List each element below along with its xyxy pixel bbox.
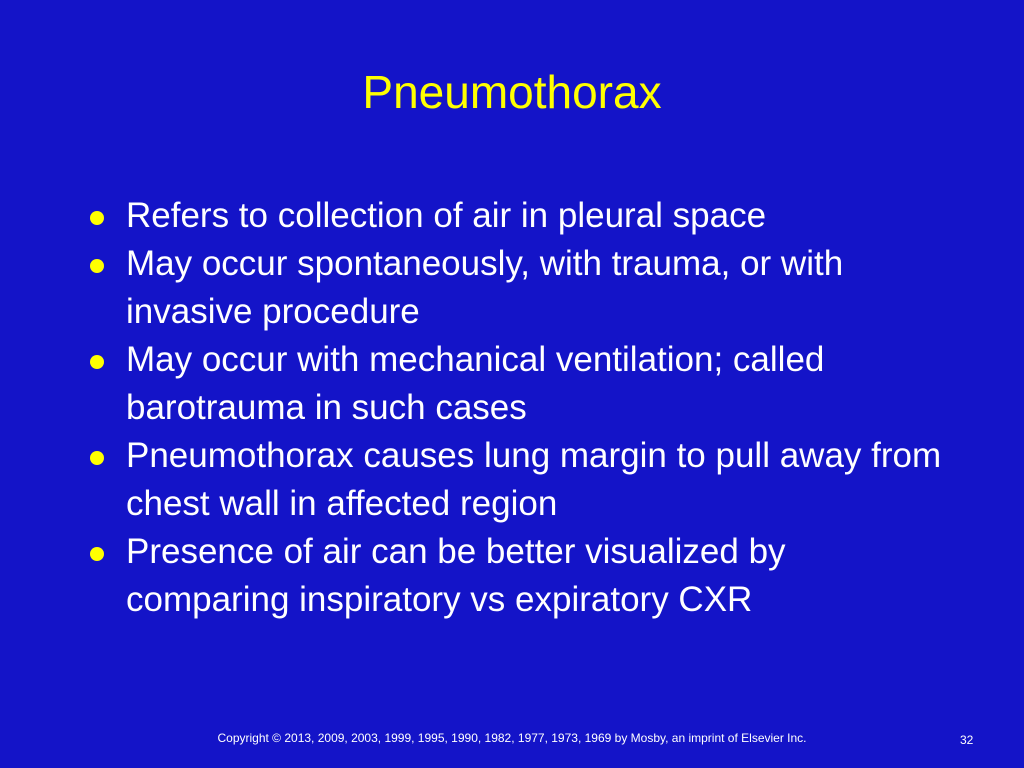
- bullet-item: [86, 240, 946, 336]
- bullet-text: May occur with mechanical ventilation; called barotrauma in such cases: [126, 340, 825, 427]
- bullet-text: Presence of air can be better visualized by comparing inspiratory vs expiratory CXR: [126, 532, 786, 619]
- bullet-dot-icon: [90, 547, 104, 561]
- bullet-item: [86, 192, 946, 240]
- bullet-text: May occur spontaneously, with trauma, or with invasive procedure: [126, 244, 844, 331]
- bullet-item: [86, 528, 946, 624]
- bullet-text: Refers to collection of air in pleural space: [126, 196, 767, 235]
- bullet-text: Pneumothorax causes lung margin to pull away from chest wall in affected region: [126, 436, 942, 523]
- page-number: 32: [960, 733, 974, 747]
- bullet-item: [86, 432, 946, 528]
- copyright-footer: Copyright © 2013, 2009, 2003, 1999, 1995, 1990, 1982, 1977, 1973, 1969 by Mosby, an imprint of Elsevier Inc.: [217, 731, 807, 745]
- bullet-dot-icon: [90, 355, 104, 369]
- slide-title: Pneumothorax: [362, 66, 662, 118]
- bullet-item: [86, 336, 946, 432]
- bullet-dot-icon: [90, 211, 104, 225]
- bullet-list: [86, 192, 946, 624]
- bullet-dot-icon: [90, 451, 104, 465]
- bullet-dot-icon: [90, 259, 104, 273]
